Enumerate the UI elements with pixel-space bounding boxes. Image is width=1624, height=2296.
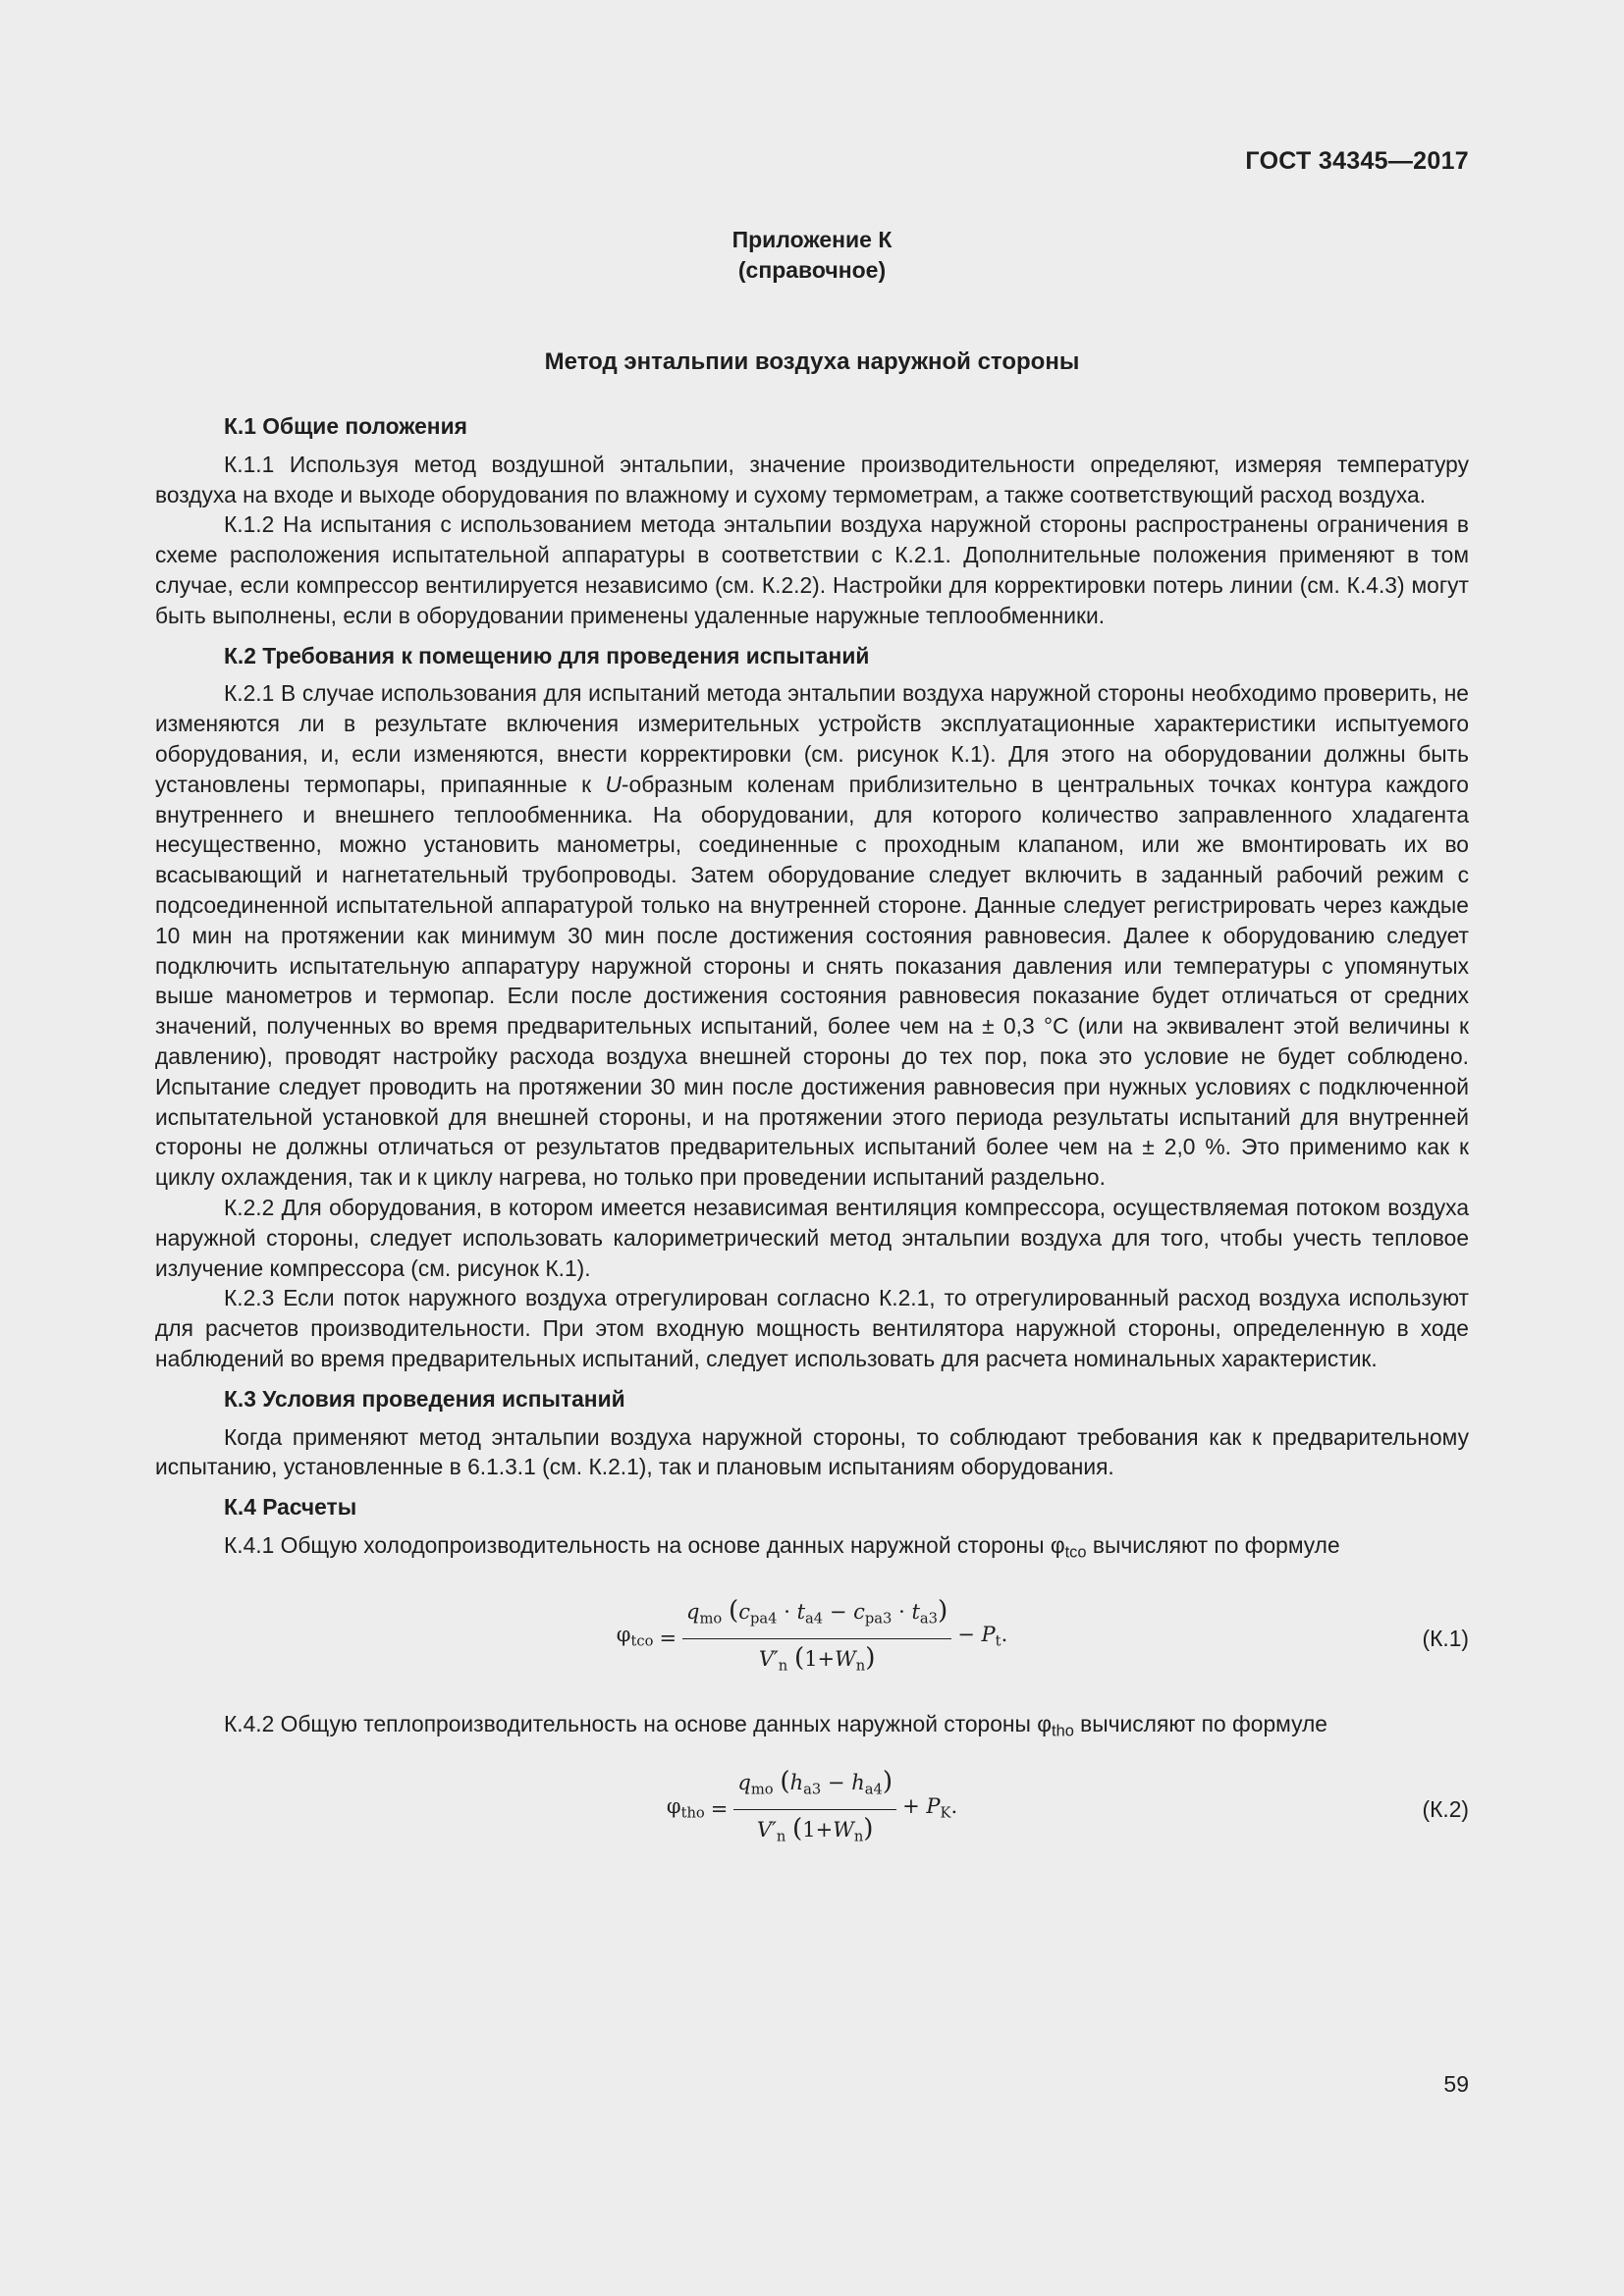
paragraph-k4-2	[155, 1709, 1469, 1746]
paragraph-k2-3: К.2.3 Если поток наружного воздуха отрегулирован согласно К.2.1, то отрегулированный расход воздуха используют для расчетов производительности. При этом входную мощность вентилятора наружной стороны, определенную в ходе наблюдений во время предварительных испытаний, следует использовать для расчета номинальных характеристик.	[155, 1285, 1469, 1371]
formula-k1-fraction	[682, 1596, 951, 1682]
paragraph-k4-1-part-b: вычисляют по формуле	[1086, 1531, 1340, 1558]
paragraph-k1-2: К.1.2 На испытания с использованием метода энтальпии воздуха наружной стороны распространены ограничения в схеме расположения испытательной аппаратуры в соответствии с К.2.1. Дополнительные положения применяют в том случае, если компрессор вентилируется независимо (см. К.2.2). Настройки для корректировки потерь линии (см. К.4.3) могут быть выполнены, если в оборудовании применены удаленные наружные теплообменники.	[155, 511, 1469, 628]
paragraph-k2-2: К.2.2 Для оборудования, в котором имеется независимая вентиляция компрессора, осуществляемая потоком воздуха наружной стороны, следует использовать калориметрический метод энтальпии воздуха для того, чтобы учесть тепловое излучение компрессора (см. рисунок К.1).	[155, 1194, 1469, 1281]
formula-k2-fraction	[733, 1767, 896, 1852]
formula-k1-tail: − $P_t$.	[957, 1623, 1008, 1650]
page-title: Метод энтальпии воздуха наружной стороны	[544, 348, 1080, 375]
paragraph-k2-1-part-a: К.2.1 В случае использования для испытаний метода энтальпии воздуха наружной стороны необходимо проверить, не изменяются ли в результате включения измерительных устройств эксплуатационные характеристики испытуемого оборудования, и, если изменяются, внести корректировки (см. рисунок К.1). Для этого на оборудовании должны быть установлены термопары, припаянные к	[155, 680, 1469, 797]
formula-k2-number: (К.2)	[1422, 1796, 1469, 1823]
paragraph-k4-1-sub: tco	[1064, 1543, 1087, 1562]
formula-k2-tail: + $P_K$.	[902, 1793, 958, 1821]
formula-k1-numerator: $q_{mo}$ $(c_{pa4} \cdot t_{a4} - c_{pa3} \cdot t_{a3})$	[682, 1596, 951, 1639]
formula-k2	[155, 1765, 1469, 1855]
section-heading-k4: К.4 Расчеты	[224, 1494, 357, 1521]
formula-k1	[155, 1593, 1469, 1683]
appendix-heading	[0, 225, 1624, 286]
section-heading-k3: К.3 Условия проведения испытаний	[224, 1385, 625, 1412]
document-body	[155, 411, 1469, 1855]
formula-k1-number: (К.1)	[1422, 1625, 1469, 1651]
appendix-title: Приложение К	[731, 227, 893, 252]
formula-k2-lhs: $\varphi_{tho}$	[666, 1793, 705, 1821]
section-heading-k1: К.1 Общие положения	[224, 413, 467, 439]
paragraph-k2-1	[155, 678, 1469, 1193]
paragraph-k2-1-part-b: -образным коленам приблизительно в центральных точках контура каждого внутреннего и внешнего теплообменника. На оборудовании, для которого количество заправленного хладагента несущественно, можно установить манометры, соединенные с проходным клапаном, или же вмонтировать их во всасывающий и нагнетательный трубопроводы. Затем оборудование следует включить в заданный рабочий режим с подсоединенной испытательной аппаратурой только на внутренней стороне. Данные следует регистрировать через каждые 10 мин на протяжении как минимум 30 мин после достижения состояния равновесия. Далее к оборудованию следует подключить испытательную аппаратуру наружной стороны и снять показания давления или температуры с упомянутых выше манометров и термопар. Если после достижения состояния равновесия показание будет отличаться от средних значений, полученных во время предварительных испытаний, более чем на ± 0,3 °С (или на эквивалент этой величины к давлению), проводят настройку расхода воздуха внешней стороны до тех пор, пока это условие не будет соблюдено. Испытание следует проводить на протяжении 30 мин после достижения равновесия при нужных условиях с подключенной испытательной установкой для внешней стороны, и на протяжении этого периода результаты испытаний для внутренней стороны не должны отличаться от результатов предварительных испытаний более чем на ± 2,0 %. Это применимо как к циклу охлаждения, так и к циклу нагрева, но только при проведении испытаний раздельно.	[155, 771, 1469, 1191]
paragraph-k4-2-sub: tho	[1052, 1722, 1074, 1740]
formula-k1-lhs: $\varphi_{tco}$	[616, 1623, 654, 1650]
appendix-kind: (справочное)	[737, 257, 887, 283]
paragraph-k4-2-part-b: вычисляют по формуле	[1073, 1711, 1327, 1737]
formula-k2-denominator: $V'_n$ $(1+W_n)$	[756, 1814, 874, 1845]
section-heading-k2: К.2 Требования к помещению для проведения испытаний	[224, 642, 870, 668]
formula-k1-equals: =	[659, 1626, 677, 1650]
paragraph-k4-2-part-a: К.4.2 Общую теплопроизводительность на основе данных наружной стороны φ	[224, 1711, 1053, 1737]
page-number: 59	[1443, 2071, 1469, 2097]
paragraph-k1-1: К.1.1 Используя метод воздушной энтальпии, значение производительности определяют, измеряя температуру воздуха на входе и выходе оборудования по влажному и сухому термометрам, а также соответствующий расход воздуха.	[155, 451, 1469, 507]
paragraph-k3-1: Когда применяют метод энтальпии воздуха наружной стороны, то соблюдают требования как к предварительному испытанию, установленные в 6.1.3.1 (см. К.2.1), так и плановым испытаниям оборудования.	[155, 1423, 1469, 1480]
formula-k2-numerator: $q_{mo}$ $(h_{a3} - h_{a4})$	[733, 1767, 896, 1810]
paragraph-k4-1-part-a: К.4.1 Общую холодопроизводительность на основе данных наружной стороны φ	[224, 1531, 1065, 1558]
paragraph-k2-1-u: U	[605, 771, 622, 797]
paragraph-k4-1	[155, 1530, 1469, 1568]
standard-number: ГОСТ 34345—2017	[1245, 147, 1469, 175]
formula-k1-denominator: $V'_n$ $(1+W_n)$	[758, 1642, 876, 1675]
formula-k2-equals: =	[710, 1797, 729, 1822]
